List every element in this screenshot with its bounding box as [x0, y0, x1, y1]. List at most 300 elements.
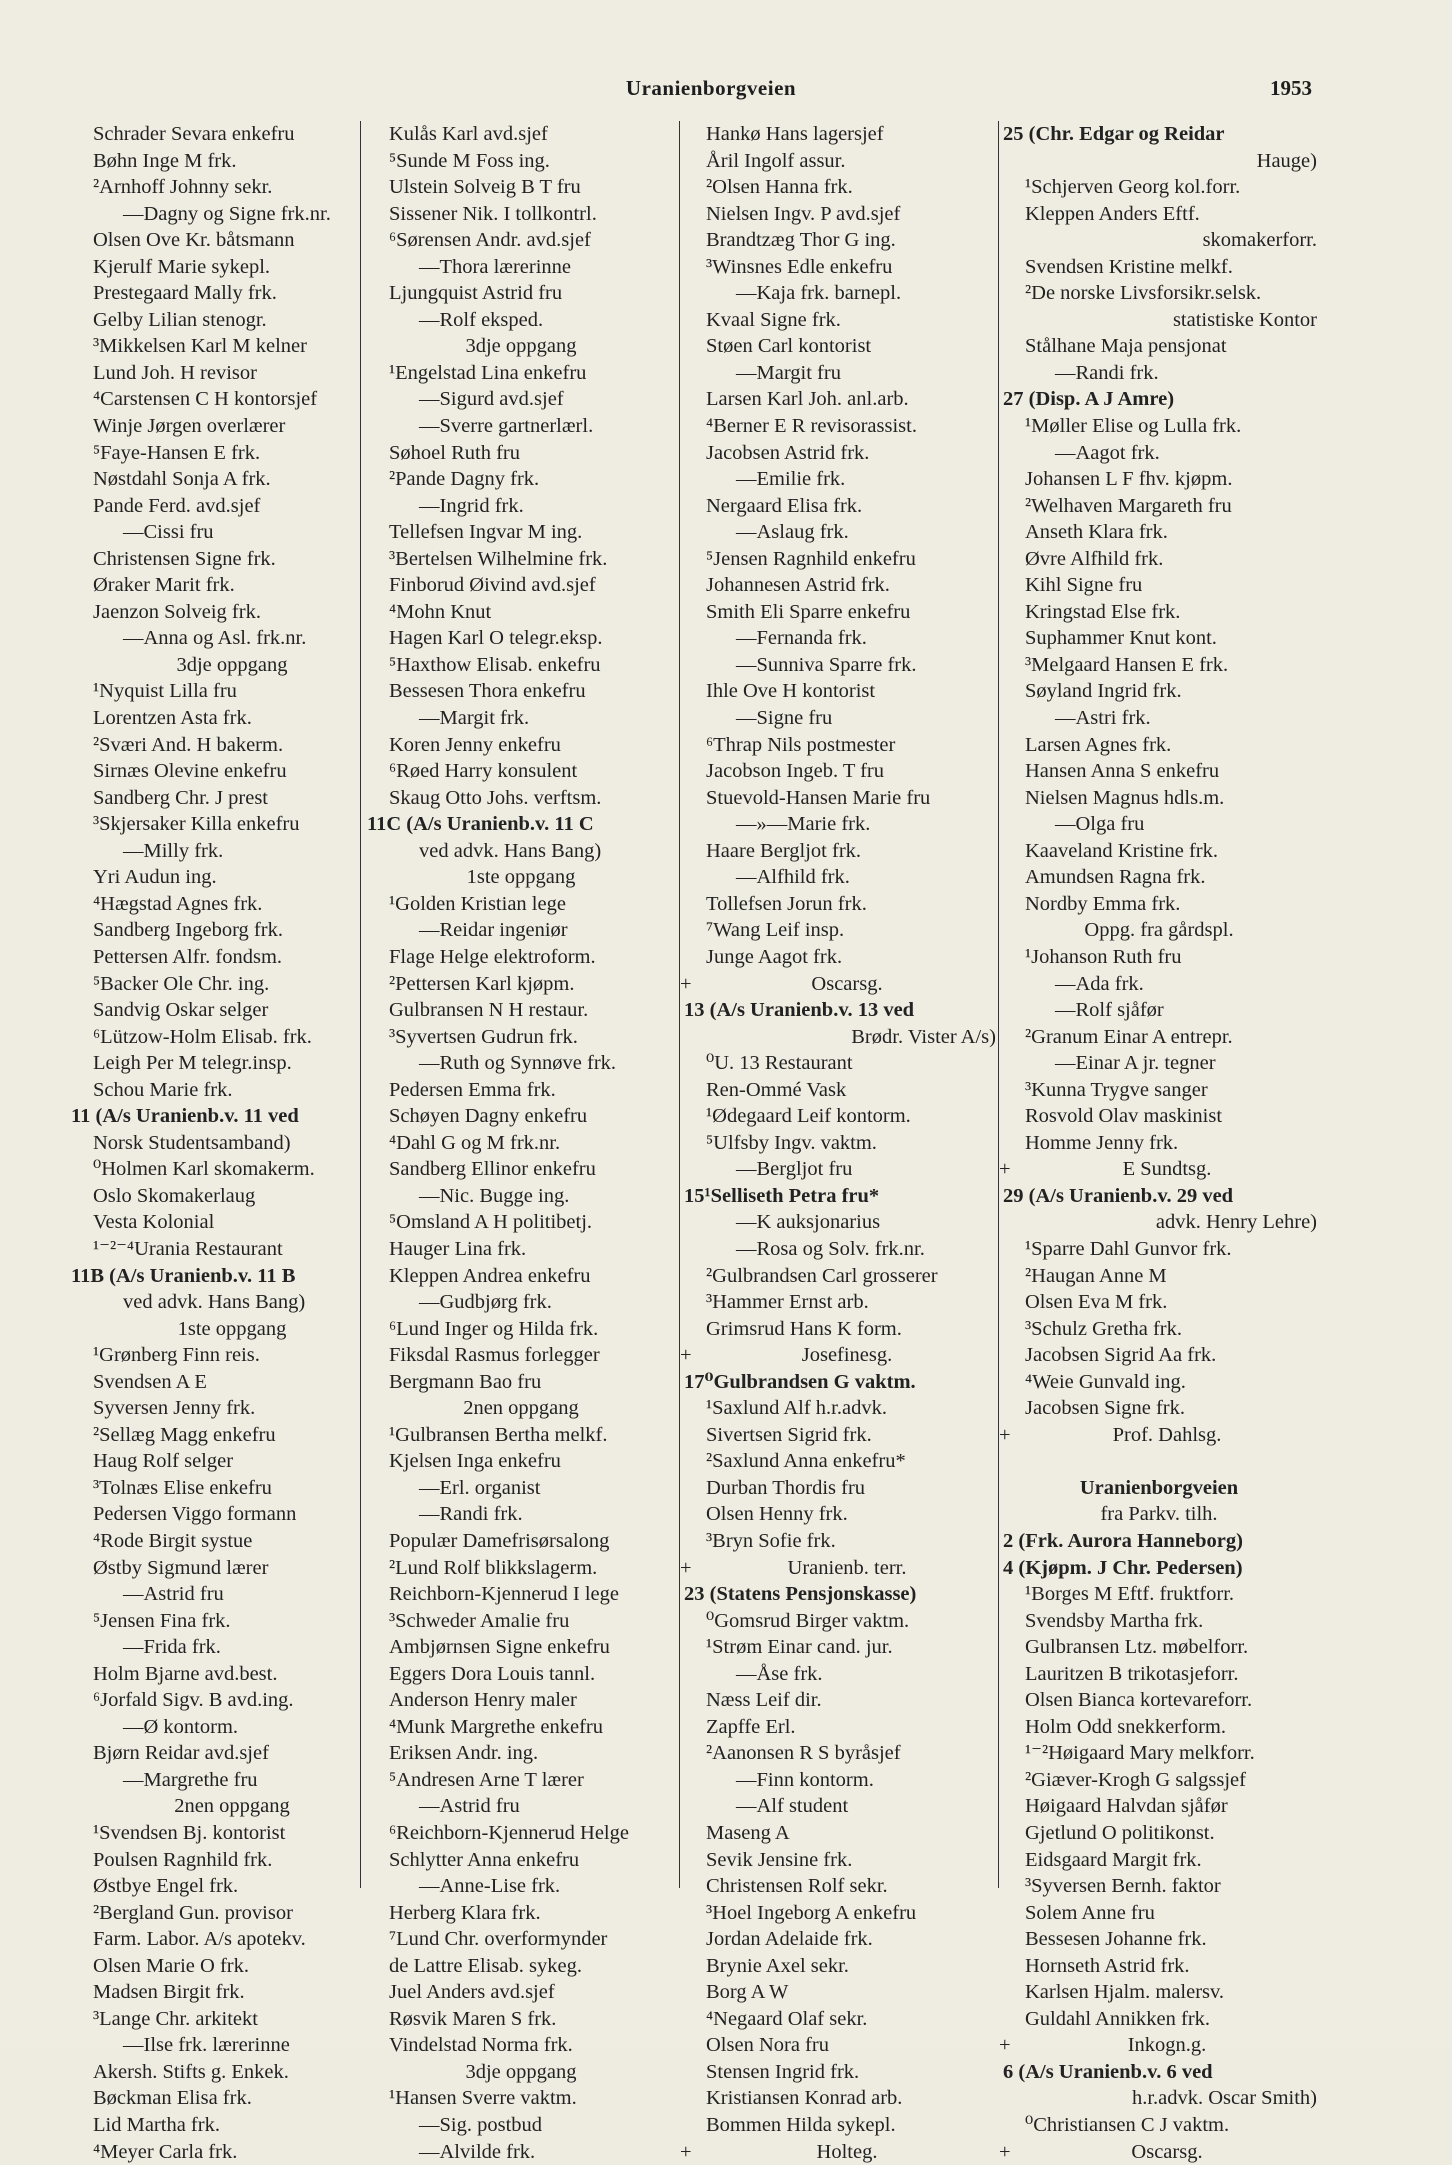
directory-line: Kleppen Andrea enkefru: [389, 1264, 591, 1287]
directory-line: Uranienborgveien: [1079, 1476, 1239, 1499]
directory-line: ²Lund Rolf blikkslagerm.: [389, 1556, 598, 1579]
crossing-label: Holteg.: [816, 2140, 878, 2163]
directory-line: ⁶Jorfald Sigv. B avd.ing.: [93, 1689, 294, 1712]
page-title: Uranienborgveien: [625, 76, 797, 100]
directory-line: Herberg Klara frk.: [389, 1901, 541, 1924]
cross-mark: +: [680, 1556, 692, 1579]
directory-line: ⁴Berner E R revisorassist.: [706, 415, 917, 438]
directory-line: ²Arnhoff Johnny sekr.: [93, 176, 273, 199]
directory-line: 4 (Kjøpm. J Chr. Pedersen): [1003, 1556, 1243, 1579]
directory-line: Nielsen Magnus hdls.m.: [1025, 786, 1225, 809]
directory-line: Flage Helge elektroform.: [389, 945, 596, 968]
column-1: [67, 121, 397, 2165]
directory-line: skomakerforr.: [1202, 229, 1317, 252]
directory-line: —Dagny og Signe frk.nr.: [123, 202, 331, 225]
directory-line: Østby Sigmund lærer: [93, 1556, 269, 1579]
directory-line: Svendsen Kristine melkf.: [1025, 255, 1233, 278]
directory-line: Prestegaard Mally frk.: [93, 282, 277, 305]
directory-line: —Anne-Lise frk.: [419, 1875, 561, 1898]
directory-line: Christensen Rolf sekr.: [706, 1875, 888, 1898]
directory-line: 11 (A/s Uranienb.v. 11 ved: [71, 1105, 299, 1128]
cross-mark: +: [999, 2140, 1011, 2163]
directory-line: Anderson Henry maler: [389, 1689, 577, 1712]
directory-line: ³Hoel Ingeborg A enkefru: [706, 1901, 917, 1924]
directory-line: Reichborn-Kjennerud I lege: [389, 1583, 619, 1606]
directory-line: —Reidar ingeniør: [419, 919, 568, 942]
directory-line: Pedersen Viggo formann: [93, 1503, 297, 1526]
directory-line: ¹Strøm Einar cand. jur.: [706, 1636, 893, 1659]
directory-line: Yri Audun ing.: [93, 866, 217, 889]
directory-line: Sivertsen Sigrid frk.: [706, 1423, 872, 1446]
directory-line: —Anna og Asl. frk.nr.: [123, 627, 307, 650]
directory-line: 2nen oppgang: [463, 1397, 579, 1420]
directory-line: ¹⁻²Høigaard Mary melkforr.: [1025, 1742, 1255, 1765]
directory-line: Haare Bergljot frk.: [706, 839, 862, 862]
directory-line: ¹Borges M Eftf. fruktforr.: [1025, 1583, 1235, 1606]
directory-line: Sevik Jensine frk.: [706, 1848, 853, 1871]
directory-line: ²Sellæg Magg enkefru: [93, 1423, 276, 1446]
directory-line: 3dje oppgang: [465, 2060, 577, 2083]
crossing-label: Prof. Dahlsg.: [1112, 1423, 1222, 1446]
directory-line: 2nen oppgang: [174, 1795, 290, 1818]
directory-line: ⁵Haxthow Elisab. enkefru: [389, 653, 601, 676]
directory-line: ¹Engelstad Lina enkefru: [389, 361, 587, 384]
directory-line: Brandtzæg Thor G ing.: [706, 229, 896, 252]
directory-line: ²De norske Livsforsikr.selsk.: [1025, 282, 1262, 305]
directory-line: Hauger Lina frk.: [389, 1237, 527, 1260]
directory-line: Skaug Otto Johs. verftsm.: [389, 786, 602, 809]
directory-line: ¹Sparre Dahl Gunvor frk.: [1025, 1237, 1232, 1260]
directory-line: —Alfhild frk.: [736, 866, 850, 889]
directory-line: de Lattre Elisab. sykeg.: [389, 1954, 582, 1977]
directory-line: Nordby Emma frk.: [1025, 892, 1181, 915]
directory-line: Oppg. fra gårdspl.: [1084, 919, 1234, 942]
directory-line: —Astri frk.: [1055, 707, 1151, 730]
directory-line: Gulbransen N H restaur.: [389, 999, 589, 1022]
cross-mark: +: [680, 972, 692, 995]
directory-line: ³Syvertsen Gudrun frk.: [389, 1025, 578, 1048]
directory-line: ⁴Rode Birgit systue: [93, 1529, 253, 1552]
directory-line: —Ingrid frk.: [419, 494, 524, 517]
directory-line: Brødr. Vister A/s): [851, 1025, 996, 1048]
directory-line: Guldahl Annikken frk.: [1025, 2007, 1211, 2030]
directory-line: ¹Svendsen Bj. kontorist: [93, 1822, 286, 1844]
directory-line: Norsk Studentsamband): [93, 1131, 291, 1154]
street-crossing: [680, 1555, 998, 1582]
directory-line: Pettersen Alfr. fondsm.: [93, 945, 283, 968]
directory-line: ⁵Faye-Hansen E frk.: [93, 441, 261, 464]
directory-line: Borg A W: [706, 1981, 789, 2004]
directory-line: —»—Marie frk.: [736, 813, 871, 836]
directory-line: Ambjørnsen Signe enkefru: [389, 1636, 610, 1659]
column-3: [680, 121, 998, 2165]
directory-line: Sandberg Ellinor enkefru: [389, 1158, 596, 1181]
directory-line: Eidsgaard Margit frk.: [1025, 1848, 1202, 1871]
directory-line: 17⁰Gulbrandsen G vaktm.: [684, 1370, 916, 1393]
directory-line: Hankø Hans lagersjef: [706, 123, 884, 145]
directory-line: Hagen Karl O telegr.eksp.: [389, 627, 603, 650]
directory-line: Schrader Sevara enkefru: [93, 123, 295, 145]
directory-line: Øraker Marit frk.: [93, 574, 235, 597]
street-crossing: [680, 971, 998, 998]
directory-line: Schlytter Anna enkefru: [389, 1848, 580, 1871]
directory-line: —Randi frk.: [419, 1503, 523, 1526]
directory-line: Lauritzen B trikotasjeforr.: [1025, 1662, 1239, 1685]
crossing-label: E Sundtsg.: [1122, 1158, 1212, 1181]
directory-line: Finborud Øivind avd.sjef: [389, 574, 596, 597]
directory-line: —Rolf eksped.: [419, 308, 544, 331]
directory-line: Solem Anne fru: [1025, 1901, 1155, 1924]
directory-line: Næss Leif dir.: [706, 1689, 822, 1712]
directory-line: ³Skjersaker Killa enkefru: [93, 813, 300, 836]
directory-line: ²Giæver-Krogh G salgssjef: [1025, 1768, 1246, 1791]
directory-line: ved advk. Hans Bang): [419, 839, 602, 862]
directory-line: ³Syversen Bernh. faktor: [1025, 1875, 1221, 1898]
directory-line: Svendsen A E: [93, 1370, 207, 1393]
directory-line: Vesta Kolonial: [93, 1211, 215, 1234]
directory-line: ¹Johanson Ruth fru: [1025, 945, 1182, 968]
directory-line: ¹Gulbransen Bertha melkf.: [389, 1423, 608, 1446]
directory-line: —Margrethe fru: [123, 1768, 258, 1791]
street-crossing: [999, 2139, 1319, 2165]
directory-line: —Randi frk.: [1055, 361, 1159, 384]
directory-line: ⁶Lund Inger og Hilda frk.: [389, 1317, 599, 1340]
directory-line: ³Melgaard Hansen E frk.: [1025, 653, 1229, 676]
directory-line: Schou Marie frk.: [93, 1078, 233, 1101]
directory-line: 13 (A/s Uranienb.v. 13 ved: [684, 999, 915, 1022]
directory-line: Søyland Ingrid frk.: [1025, 680, 1182, 703]
directory-line: Farm. Labor. A/s apotekv.: [93, 1928, 306, 1951]
directory-line: Ren-Ommé Vask: [706, 1078, 847, 1101]
directory-line: ¹Saxlund Alf h.r.advk.: [706, 1397, 887, 1420]
directory-line: Sirnæs Olevine enkefru: [93, 760, 287, 783]
directory-line: Søhoel Ruth fru: [389, 441, 520, 464]
directory-line: ³Kunna Trygve sanger: [1025, 1078, 1208, 1101]
directory-line: Støen Carl kontorist: [706, 335, 872, 358]
directory-line: Nergaard Elisa frk.: [706, 494, 863, 517]
directory-line: 23 (Statens Pensjonskasse): [684, 1583, 917, 1606]
directory-line: ⁰U. 13 Restaurant: [706, 1052, 853, 1075]
directory-line: ³Bertelsen Wilhelmine frk.: [389, 547, 608, 570]
directory-line: Olsen Marie O frk.: [93, 1954, 249, 1977]
directory-line: Jacobson Ingeb. T fru: [706, 760, 885, 783]
directory-line: Smith Eli Sparre enkefru: [706, 600, 911, 623]
directory-line: Kvaal Signe frk.: [706, 308, 841, 331]
directory-line: Johansen L F fhv. kjøpm.: [1025, 468, 1233, 491]
directory-line: Populær Damefrisørsalong: [389, 1529, 610, 1552]
directory-line: —Aagot frk.: [1055, 441, 1160, 464]
directory-line: ¹Møller Elise og Lulla frk.: [1025, 415, 1242, 438]
column-4: [999, 121, 1319, 2165]
cross-mark: +: [680, 2140, 692, 2163]
directory-line: Pande Ferd. avd.sjef: [93, 494, 261, 517]
directory-line: ⁶Thrap Nils postmester: [706, 733, 896, 756]
directory-line: ²Pettersen Karl kjøpm.: [389, 972, 575, 995]
directory-line: —Sigurd avd.sjef: [419, 388, 564, 411]
directory-line: —Olga fru: [1055, 813, 1145, 836]
directory-line: —Sunniva Sparre frk.: [736, 653, 917, 676]
directory-line: Kaaveland Kristine frk.: [1025, 839, 1218, 862]
directory-line: ¹Ødegaard Leif kontorm.: [706, 1105, 911, 1128]
directory-line: Grimsrud Hans K form.: [706, 1317, 902, 1340]
directory-line: Madsen Birgit frk.: [93, 1981, 245, 2004]
directory-line: Holm Odd snekkerform.: [1025, 1715, 1226, 1738]
directory-line: Johannesen Astrid frk.: [706, 574, 890, 597]
directory-line: Gjetlund O politikonst.: [1025, 1822, 1215, 1844]
cross-mark: +: [999, 1158, 1011, 1181]
directory-line: ³Schulz Gretha frk.: [1025, 1317, 1182, 1340]
directory-line: Gelby Lilian stenogr.: [93, 308, 267, 331]
directory-line: Jaenzon Solveig frk.: [93, 600, 261, 623]
directory-line: Winje Jørgen overlærer: [93, 415, 286, 438]
directory-line: 1ste oppgang: [177, 1317, 287, 1340]
directory-line: —Signe fru: [736, 707, 833, 730]
directory-line: Schøyen Dagny enkefru: [389, 1105, 588, 1128]
directory-line: ³Hammer Ernst arb.: [706, 1291, 869, 1314]
directory-line: ¹Golden Kristian lege: [389, 892, 566, 915]
directory-line: ²Olsen Hanna frk.: [706, 176, 853, 199]
directory-line: ⁵Omsland A H politibetj.: [389, 1211, 593, 1234]
directory-line: Anseth Klara frk.: [1025, 521, 1168, 544]
directory-line: h.r.advk. Oscar Smith): [1131, 2087, 1317, 2110]
directory-line: ⁷Lund Chr. overformynder: [389, 1928, 608, 1951]
directory-line: ²Aanonsen R S byråsjef: [706, 1742, 901, 1765]
directory-line: Lid Martha frk.: [93, 2114, 220, 2137]
directory-line: —Sig. postbud: [419, 2114, 543, 2137]
directory-line: Maseng A: [706, 1822, 790, 1844]
directory-line: Brynie Axel sekr.: [706, 1954, 849, 1977]
directory-line: Hornseth Astrid frk.: [1025, 1954, 1190, 1977]
directory-line: Lorentzen Asta frk.: [93, 707, 252, 730]
directory-line: —Milly frk.: [123, 839, 224, 862]
directory-line: ⁴Dahl G og M frk.nr.: [389, 1131, 561, 1154]
directory-line: 3dje oppgang: [176, 653, 288, 676]
directory-line: ¹Hansen Sverre vaktm.: [389, 2087, 577, 2110]
directory-line: —Gudbjørg frk.: [419, 1291, 552, 1314]
directory-line: ⁷Wang Leif insp.: [706, 919, 845, 942]
directory-line: Haug Rolf selger: [93, 1450, 234, 1473]
directory-line: ⁰Holmen Karl skomakerm.: [93, 1158, 315, 1181]
directory-line: ved advk. Hans Bang): [123, 1291, 306, 1314]
directory-line: Bommen Hilda sykepl.: [706, 2114, 896, 2137]
directory-line: ⁵Ulfsby Ingv. vaktm.: [706, 1131, 877, 1154]
directory-line: Bessesen Thora enkefru: [389, 680, 586, 703]
directory-line: ³Mikkelsen Karl M kelner: [93, 335, 307, 358]
directory-line: Kjelsen Inga enkefru: [389, 1450, 561, 1473]
directory-line: —Einar A jr. tegner: [1055, 1052, 1216, 1075]
crossing-label: Josefinesg.: [801, 1344, 893, 1367]
directory-line: ²Saxlund Anna enkefru*: [706, 1450, 906, 1473]
directory-line: Sissener Nik. I tollkontrl.: [389, 202, 597, 225]
directory-line: Olsen Bianca kortevareforr.: [1025, 1689, 1253, 1712]
directory-line: Olsen Ove Kr. båtsmann: [93, 229, 295, 252]
directory-line: 1ste oppgang: [466, 866, 576, 889]
directory-line: Sandvig Oskar selger: [93, 999, 269, 1022]
directory-line: —Åse frk.: [736, 1662, 823, 1685]
directory-line: —Thora lærerinne: [419, 255, 571, 278]
directory-line: ⁵Andresen Arne T lærer: [389, 1768, 584, 1791]
directory-line: —Finn kontorm.: [736, 1768, 874, 1791]
directory-line: ⁴Hægstad Agnes frk.: [93, 892, 263, 915]
directory-line: ³Lange Chr. arkitekt: [93, 2007, 258, 2030]
directory-line: Bjørn Reidar avd.sjef: [93, 1742, 269, 1765]
directory-line: Olsen Eva M frk.: [1025, 1291, 1168, 1314]
column-2: [363, 121, 679, 2165]
page-year: 1953: [1270, 76, 1312, 100]
directory-line: —Emilie frk.: [736, 468, 846, 491]
directory-line: Christensen Signe frk.: [93, 547, 276, 570]
directory-line: advk. Henry Lehre): [1155, 1211, 1317, 1234]
directory-line: Åril Ingolf assur.: [706, 149, 846, 172]
directory-line: —Fernanda frk.: [736, 627, 867, 650]
directory-line: 11C (A/s Uranienb.v. 11 C: [367, 813, 594, 836]
directory-line: ²Haugan Anne M: [1025, 1264, 1167, 1287]
street-crossing: [680, 2139, 998, 2165]
directory-line: ²Sværi And. H bakerm.: [93, 733, 284, 756]
street-crossing: [999, 1422, 1319, 1449]
directory-line: Øvre Alfhild frk.: [1025, 547, 1164, 570]
directory-line: Nielsen Ingv. P avd.sjef: [706, 202, 901, 225]
directory-line: Gulbransen Ltz. møbelforr.: [1025, 1636, 1249, 1659]
directory-line: Olsen Nora fru: [706, 2034, 829, 2057]
directory-line: Poulsen Ragnhild frk.: [93, 1848, 273, 1871]
directory-line: 3dje oppgang: [465, 335, 577, 358]
directory-line: —Rolf sjåfør: [1055, 999, 1164, 1022]
directory-line: —Ilse frk. lærerinne: [123, 2034, 290, 2057]
directory-line: Østbye Engel frk.: [93, 1875, 239, 1898]
directory-line: Junge Aagot frk.: [706, 945, 843, 968]
directory-line: Fiksdal Rasmus forlegger: [389, 1344, 600, 1367]
directory-line: ⁵Jensen Ragnhild enkefru: [706, 547, 916, 570]
directory-line: Karlsen Hjalm. malersv.: [1025, 1981, 1225, 2004]
directory-line: ⁵Jensen Fina frk.: [93, 1609, 231, 1632]
directory-line: Svendsby Martha frk.: [1025, 1609, 1204, 1632]
crossing-label: Uranienb. terr.: [787, 1556, 907, 1579]
directory-line: —Frida frk.: [123, 1636, 221, 1659]
directory-line: —Rosa og Solv. frk.nr.: [736, 1237, 925, 1260]
directory-line: Pedersen Emma frk.: [389, 1078, 556, 1101]
directory-line: 6 (A/s Uranienb.v. 6 ved: [1003, 2060, 1213, 2083]
directory-line: Juel Anders avd.sjef: [389, 1981, 555, 2004]
directory-line: statistiske Kontor: [1172, 308, 1317, 331]
directory-line: Bergmann Bao fru: [389, 1370, 542, 1393]
directory-line: —Alvilde frk.: [419, 2140, 536, 2163]
directory-line: ²Bergland Gun. provisor: [93, 1901, 293, 1924]
directory-line: Stensen Ingrid frk.: [706, 2060, 860, 2083]
directory-line: ¹Schjerven Georg kol.forr.: [1025, 176, 1241, 199]
directory-line: ²Granum Einar A entrepr.: [1025, 1025, 1233, 1048]
directory-line: ²Pande Dagny frk.: [389, 468, 540, 491]
directory-line: 27 (Disp. A J Amre): [1003, 388, 1175, 411]
directory-line: Kjerulf Marie sykepl.: [93, 255, 271, 278]
directory-line: Tollefsen Jorun frk.: [706, 892, 867, 915]
directory-line: ²Welhaven Margareth fru: [1025, 494, 1232, 517]
directory-line: Kringstad Else frk.: [1025, 600, 1181, 623]
directory-line: Kulås Karl avd.sjef: [389, 123, 548, 145]
directory-line: Jacobsen Astrid frk.: [706, 441, 870, 464]
directory-line: Kleppen Anders Eftf.: [1025, 202, 1200, 225]
directory-line: Koren Jenny enkefru: [389, 733, 561, 756]
directory-line: ³Winsnes Edle enkefru: [706, 255, 893, 278]
directory-line: Durban Thordis fru: [706, 1476, 866, 1499]
directory-line: Syversen Jenny frk.: [93, 1397, 256, 1420]
street-crossing: [999, 1156, 1319, 1183]
directory-line: Eggers Dora Louis tannl.: [389, 1662, 596, 1685]
directory-line: —Bergljot fru: [736, 1158, 853, 1181]
directory-line: Stålhane Maja pensjonat: [1025, 335, 1227, 358]
directory-line: ⁰Gomsrud Birger vaktm.: [706, 1609, 910, 1632]
cross-mark: +: [999, 1423, 1011, 1446]
directory-line: ⁰Christiansen C J vaktm.: [1025, 2114, 1230, 2137]
directory-line: Eriksen Andr. ing.: [389, 1742, 539, 1765]
directory-line: Bessesen Johanne frk.: [1025, 1928, 1207, 1951]
directory-line: Ihle Ove H kontorist: [706, 680, 876, 703]
directory-line: Sandberg Ingeborg frk.: [93, 919, 283, 942]
directory-line: ¹Grønberg Finn reis.: [93, 1344, 260, 1367]
directory-line: Rosvold Olav maskinist: [1025, 1105, 1223, 1128]
directory-line: Høigaard Halvdan sjåfør: [1025, 1795, 1228, 1818]
directory-line: Kristiansen Konrad arb.: [706, 2087, 903, 2110]
directory-line: —Margit fru: [736, 361, 841, 384]
directory-line: —Erl. organist: [419, 1476, 541, 1499]
directory-line: 2 (Frk. Aurora Hanneborg): [1003, 1529, 1243, 1552]
directory-line: ⁴Carstensen C H kontorsjef: [93, 388, 318, 411]
directory-line: —Ada frk.: [1055, 972, 1144, 995]
crossing-label: Inkogn.g.: [1127, 2034, 1207, 2057]
directory-line: Zapffe Erl.: [706, 1715, 796, 1738]
directory-line: Lund Joh. H revisor: [93, 361, 257, 384]
directory-line: Holm Bjarne avd.best.: [93, 1662, 278, 1685]
directory-line: —Ruth og Synnøve frk.: [419, 1052, 617, 1075]
directory-line: Hauge): [1256, 149, 1317, 172]
directory-line: fra Parkv. tilh.: [1100, 1503, 1218, 1526]
directory-line: Olsen Henny frk.: [706, 1503, 848, 1526]
directory-line: Kihl Signe fru: [1025, 574, 1143, 597]
column-divider: [360, 121, 361, 1888]
directory-line: Sandberg Chr. J prest: [93, 786, 269, 809]
directory-line: Røsvik Maren S frk.: [389, 2007, 557, 2030]
directory-line: —Sverre gartnerlærl.: [419, 415, 594, 438]
directory-line: —Alf student: [736, 1795, 849, 1818]
cross-mark: +: [680, 1344, 692, 1367]
directory-line: 11B (A/s Uranienb.v. 11 B: [71, 1264, 296, 1287]
directory-line: Jacobsen Sigrid Aa frk.: [1025, 1344, 1217, 1367]
directory-line: ⁵Sunde M Foss ing.: [389, 149, 550, 172]
crossing-label: Oscarsg.: [1131, 2140, 1203, 2163]
directory-line: Jordan Adelaide frk.: [706, 1928, 873, 1951]
directory-line: —Cissi fru: [123, 521, 214, 544]
directory-line: Larsen Karl Joh. anl.arb.: [706, 388, 909, 411]
directory-line: ⁶Sørensen Andr. avd.sjef: [389, 229, 591, 252]
directory-line: —Astrid fru: [123, 1583, 224, 1606]
street-crossing: [999, 2032, 1319, 2059]
directory-line: —Ø kontorm.: [123, 1715, 239, 1738]
directory-line: ²Gulbrandsen Carl grosserer: [706, 1264, 938, 1287]
directory-line: —K auksjonarius: [736, 1211, 881, 1234]
directory-line: ⁶Reichborn-Kjennerud Helge: [389, 1822, 629, 1844]
cross-mark: +: [999, 2034, 1011, 2057]
directory-line: Tellefsen Ingvar M ing.: [389, 521, 583, 544]
directory-line: Bøckman Elisa frk.: [93, 2087, 252, 2110]
directory-line: ⁴Mohn Knut: [389, 600, 492, 623]
directory-line: 25 (Chr. Edgar og Reidar: [1003, 123, 1225, 145]
directory-line: ⁴Weie Gunvald ing.: [1025, 1370, 1186, 1393]
directory-line: Oslo Skomakerlaug: [93, 1184, 256, 1207]
directory-line: ³Tolnæs Elise enkefru: [93, 1476, 272, 1499]
directory-line: ¹⁻²⁻⁴Urania Restaurant: [93, 1237, 283, 1260]
directory-line: Stuevold-Hansen Marie fru: [706, 786, 931, 809]
directory-line: —Aslaug frk.: [736, 521, 849, 544]
